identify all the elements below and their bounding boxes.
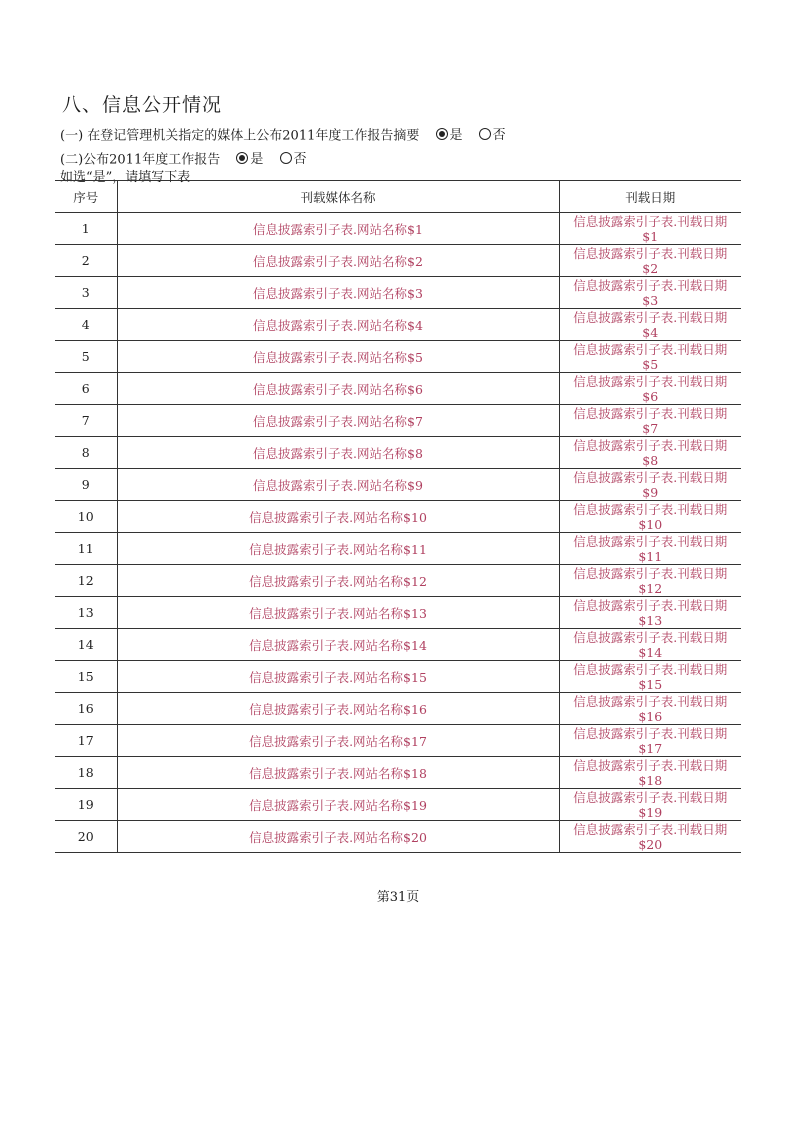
media-name-cell: 信息披露索引子表.网站名称$19: [117, 789, 559, 821]
q2-no-label: 否: [293, 152, 307, 167]
publish-date-line-2: $13: [638, 612, 663, 628]
publish-date-line-2: $17: [638, 740, 663, 756]
row-number: 12: [55, 565, 117, 597]
radio-unchecked-icon: [280, 152, 292, 164]
publish-date-cell: [559, 437, 741, 469]
row-number: 10: [55, 501, 117, 533]
publish-date-line-1: 信息披露索引子表.刊载日期: [573, 597, 728, 613]
publish-date-cell: [559, 693, 741, 725]
table-row: [55, 213, 741, 245]
table-row: [55, 565, 741, 597]
publish-date-cell: [559, 629, 741, 661]
row-number: 5: [55, 341, 117, 373]
publish-date-cell: [559, 405, 741, 437]
table-row: [55, 469, 741, 501]
publish-date-line-2: $10: [638, 516, 663, 532]
publish-date-line-2: $4: [642, 324, 659, 340]
row-number: 3: [55, 277, 117, 309]
row-number: 1: [55, 213, 117, 245]
row-number: 6: [55, 373, 117, 405]
row-number: 7: [55, 405, 117, 437]
row-number: 11: [55, 533, 117, 565]
publish-date-cell: [559, 245, 741, 277]
table-row: [55, 661, 741, 693]
row-number: 14: [55, 629, 117, 661]
media-name-cell: 信息披露索引子表.网站名称$12: [117, 565, 559, 597]
publish-date-line-1: 信息披露索引子表.刊载日期: [573, 821, 728, 837]
media-name-cell: 信息披露索引子表.网站名称$18: [117, 757, 559, 789]
publish-date-cell: [559, 501, 741, 533]
section-title: 八、信息公开情况: [62, 94, 223, 116]
table-row: [55, 277, 741, 309]
row-number: 15: [55, 661, 117, 693]
publish-date-line-2: $3: [642, 292, 659, 308]
table-row: [55, 757, 741, 789]
table-row: [55, 405, 741, 437]
q1-no-radio[interactable]: [479, 124, 506, 143]
publish-date-line-2: $16: [638, 708, 663, 724]
row-number: 13: [55, 597, 117, 629]
question-2: [60, 148, 307, 168]
media-name-cell: 信息披露索引子表.网站名称$6: [117, 373, 559, 405]
publish-date-line-1: 信息披露索引子表.刊载日期: [573, 629, 728, 645]
table-row: [55, 373, 741, 405]
q2-no-radio[interactable]: [280, 148, 307, 167]
row-number: 4: [55, 309, 117, 341]
publish-date-line-1: 信息披露索引子表.刊载日期: [573, 213, 728, 229]
publish-date-line-1: 信息披露索引子表.刊载日期: [573, 725, 728, 741]
media-name-cell: 信息披露索引子表.网站名称$5: [117, 341, 559, 373]
publish-date-cell: [559, 341, 741, 373]
media-name-cell: 信息披露索引子表.网站名称$14: [117, 629, 559, 661]
media-name-cell: 信息披露索引子表.网站名称$2: [117, 245, 559, 277]
publish-date-cell: [559, 309, 741, 341]
publish-date-line-2: $12: [638, 580, 663, 596]
publish-date-line-2: $14: [638, 644, 663, 660]
publish-date-line-2: $6: [642, 388, 659, 404]
media-name-cell: 信息披露索引子表.网站名称$1: [117, 213, 559, 245]
q1-no-label: 否: [492, 128, 506, 143]
publish-date-cell: [559, 469, 741, 501]
question-2-text: (二)公布2011年度工作报告: [60, 152, 221, 168]
media-name-cell: 信息披露索引子表.网站名称$11: [117, 533, 559, 565]
fill-instruction: 如选“是”，请填写下表: [60, 170, 191, 185]
publish-date-cell: [559, 789, 741, 821]
publish-date-line-1: 信息披露索引子表.刊载日期: [573, 405, 728, 421]
media-name-cell: 信息披露索引子表.网站名称$16: [117, 693, 559, 725]
row-number: 19: [55, 789, 117, 821]
media-name-cell: 信息披露索引子表.网站名称$8: [117, 437, 559, 469]
media-name-cell: 信息披露索引子表.网站名称$4: [117, 309, 559, 341]
radio-checked-icon: [236, 152, 248, 164]
publish-date-cell: [559, 597, 741, 629]
publish-date-line-1: 信息披露索引子表.刊载日期: [573, 341, 728, 357]
publish-date-line-2: $19: [638, 804, 663, 820]
publish-date-cell: [559, 725, 741, 757]
table-row: [55, 437, 741, 469]
publish-date-line-1: 信息披露索引子表.刊载日期: [573, 373, 728, 389]
table-row: [55, 693, 741, 725]
publish-date-line-2: $9: [642, 484, 659, 500]
publish-date-line-1: 信息披露索引子表.刊载日期: [573, 245, 728, 261]
row-number: 18: [55, 757, 117, 789]
publish-date-cell: [559, 277, 741, 309]
table-row: [55, 501, 741, 533]
header-publish-date: 刊载日期: [559, 181, 741, 213]
publish-date-line-1: 信息披露索引子表.刊载日期: [573, 661, 728, 677]
publish-date-line-1: 信息披露索引子表.刊载日期: [573, 693, 728, 709]
media-name-cell: 信息披露索引子表.网站名称$15: [117, 661, 559, 693]
publish-date-line-1: 信息披露索引子表.刊载日期: [573, 437, 728, 453]
publish-date-line-2: $2: [642, 260, 659, 276]
publish-date-line-2: $18: [638, 772, 663, 788]
publish-date-line-2: $8: [642, 452, 659, 468]
media-table: [55, 180, 741, 853]
media-name-cell: 信息披露索引子表.网站名称$7: [117, 405, 559, 437]
header-media-name: 刊载媒体名称: [117, 181, 559, 213]
media-name-cell: 信息披露索引子表.网站名称$9: [117, 469, 559, 501]
media-name-cell: 信息披露索引子表.网站名称$20: [117, 821, 559, 853]
publish-date-line-1: 信息披露索引子表.刊载日期: [573, 277, 728, 293]
q2-yes-radio[interactable]: [236, 148, 263, 167]
table-row: [55, 245, 741, 277]
radio-checked-icon: [436, 128, 448, 140]
media-name-cell: 信息披露索引子表.网站名称$3: [117, 277, 559, 309]
publish-date-line-2: $5: [642, 356, 659, 372]
publish-date-line-1: 信息披露索引子表.刊载日期: [573, 789, 728, 805]
publish-date-cell: [559, 821, 741, 853]
table-header-row: [55, 181, 741, 213]
row-number: 2: [55, 245, 117, 277]
publish-date-line-2: $20: [638, 836, 663, 852]
publish-date-line-1: 信息披露索引子表.刊载日期: [573, 565, 728, 581]
table-row: [55, 821, 741, 853]
radio-unchecked-icon: [479, 128, 491, 140]
publish-date-cell: [559, 373, 741, 405]
publish-date-line-1: 信息披露索引子表.刊载日期: [573, 501, 728, 517]
table-row: [55, 629, 741, 661]
media-name-cell: 信息披露索引子表.网站名称$13: [117, 597, 559, 629]
media-name-cell: 信息披露索引子表.网站名称$10: [117, 501, 559, 533]
q1-yes-radio[interactable]: [436, 124, 463, 143]
media-name-cell: 信息披露索引子表.网站名称$17: [117, 725, 559, 757]
publish-date-line-1: 信息披露索引子表.刊载日期: [573, 469, 728, 485]
publish-date-line-1: 信息披露索引子表.刊载日期: [573, 533, 728, 549]
row-number: 17: [55, 725, 117, 757]
publish-date-line-2: $15: [638, 676, 663, 692]
publish-date-cell: [559, 661, 741, 693]
table-row: [55, 309, 741, 341]
page-number: 第31页: [376, 890, 420, 905]
row-number: 9: [55, 469, 117, 501]
publish-date-cell: [559, 565, 741, 597]
publish-date-line-2: $1: [642, 228, 659, 244]
row-number: 20: [55, 821, 117, 853]
publish-date-line-1: 信息披露索引子表.刊载日期: [573, 309, 728, 325]
question-1-text: (一) 在登记管理机关指定的媒体上公布2011年度工作报告摘要: [60, 128, 420, 144]
table-row: [55, 725, 741, 757]
publish-date-cell: [559, 533, 741, 565]
publish-date-cell: [559, 213, 741, 245]
publish-date-line-2: $11: [638, 548, 663, 564]
publish-date-line-1: 信息披露索引子表.刊载日期: [573, 757, 728, 773]
publish-date-cell: [559, 757, 741, 789]
row-number: 16: [55, 693, 117, 725]
publish-date-line-2: $7: [642, 420, 659, 436]
table-row: [55, 789, 741, 821]
q2-yes-label: 是: [250, 152, 264, 167]
row-number: 8: [55, 437, 117, 469]
table-row: [55, 341, 741, 373]
header-number: 序号: [55, 181, 117, 213]
table-row: [55, 533, 741, 565]
table-row: [55, 597, 741, 629]
question-1: [60, 124, 506, 144]
q1-yes-label: 是: [449, 128, 463, 143]
